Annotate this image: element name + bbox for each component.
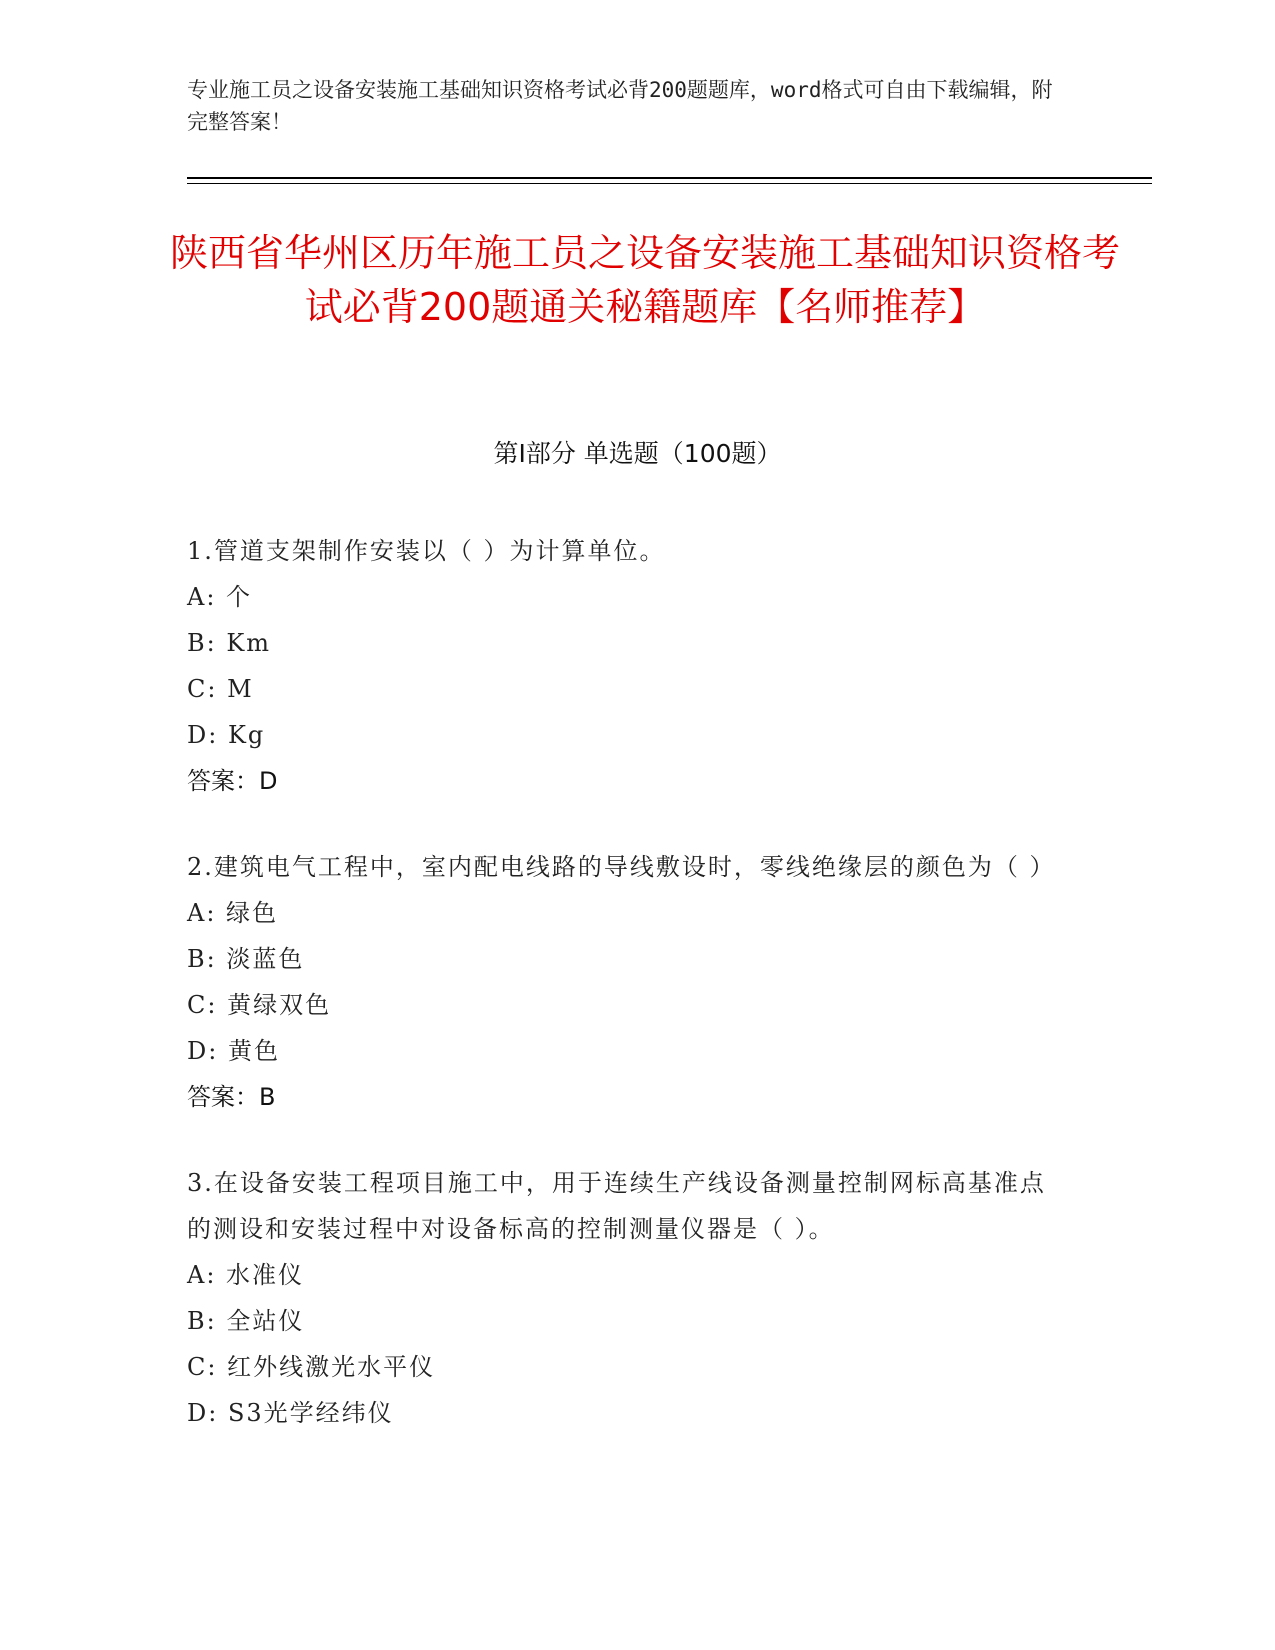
answer-line: 答案：D xyxy=(187,767,278,795)
header-rule-thick xyxy=(187,177,1152,179)
question-text: 2.建筑电气工程中，室内配电线路的导线敷设时，零线绝缘层的颜色为（ ） xyxy=(187,853,1056,881)
question-3 xyxy=(187,1160,1067,1436)
question-2 xyxy=(187,844,1067,1120)
header-note: 专业施工员之设备安装施工基础知识资格考试必背200题题库，word格式可自由下载编辑，附完整答案！ xyxy=(187,78,1053,134)
option-c: C: M xyxy=(187,675,254,703)
option-d: D: S3光学经纬仪 xyxy=(187,1399,394,1427)
document-title: 陕西省华州区历年施工员之设备安装施工基础知识资格考试必背200题通关秘籍题库【名师推荐】 xyxy=(170,231,1121,329)
answer-line: 答案：B xyxy=(187,1083,276,1111)
option-d: D: Kg xyxy=(187,721,266,749)
option-a: A: 绿色 xyxy=(187,899,279,927)
option-b: B: 淡蓝色 xyxy=(187,945,305,973)
section-heading: 第I部分 单选题（100题） xyxy=(493,439,782,468)
question-text: 1.管道支架制作安装以（ ）为计算单位。 xyxy=(187,537,666,565)
option-a: A: 水准仪 xyxy=(187,1261,305,1289)
question-list xyxy=(187,528,1067,1476)
question-text: 3.在设备安装工程项目施工中，用于连续生产线设备测量控制网标高基准点的测设和安装过程中对设备标高的控制测量仪器是（ ）。 xyxy=(187,1169,1046,1243)
option-a: A: 个 xyxy=(187,583,253,611)
option-d: D: 黄色 xyxy=(187,1037,280,1065)
option-c: C: 黄绿双色 xyxy=(187,991,332,1019)
option-c: C: 红外线激光水平仪 xyxy=(187,1353,436,1381)
header-rule-thin xyxy=(187,183,1152,184)
option-b: B: Km xyxy=(187,629,272,657)
question-1 xyxy=(187,528,1067,804)
option-b: B: 全站仪 xyxy=(187,1307,305,1335)
